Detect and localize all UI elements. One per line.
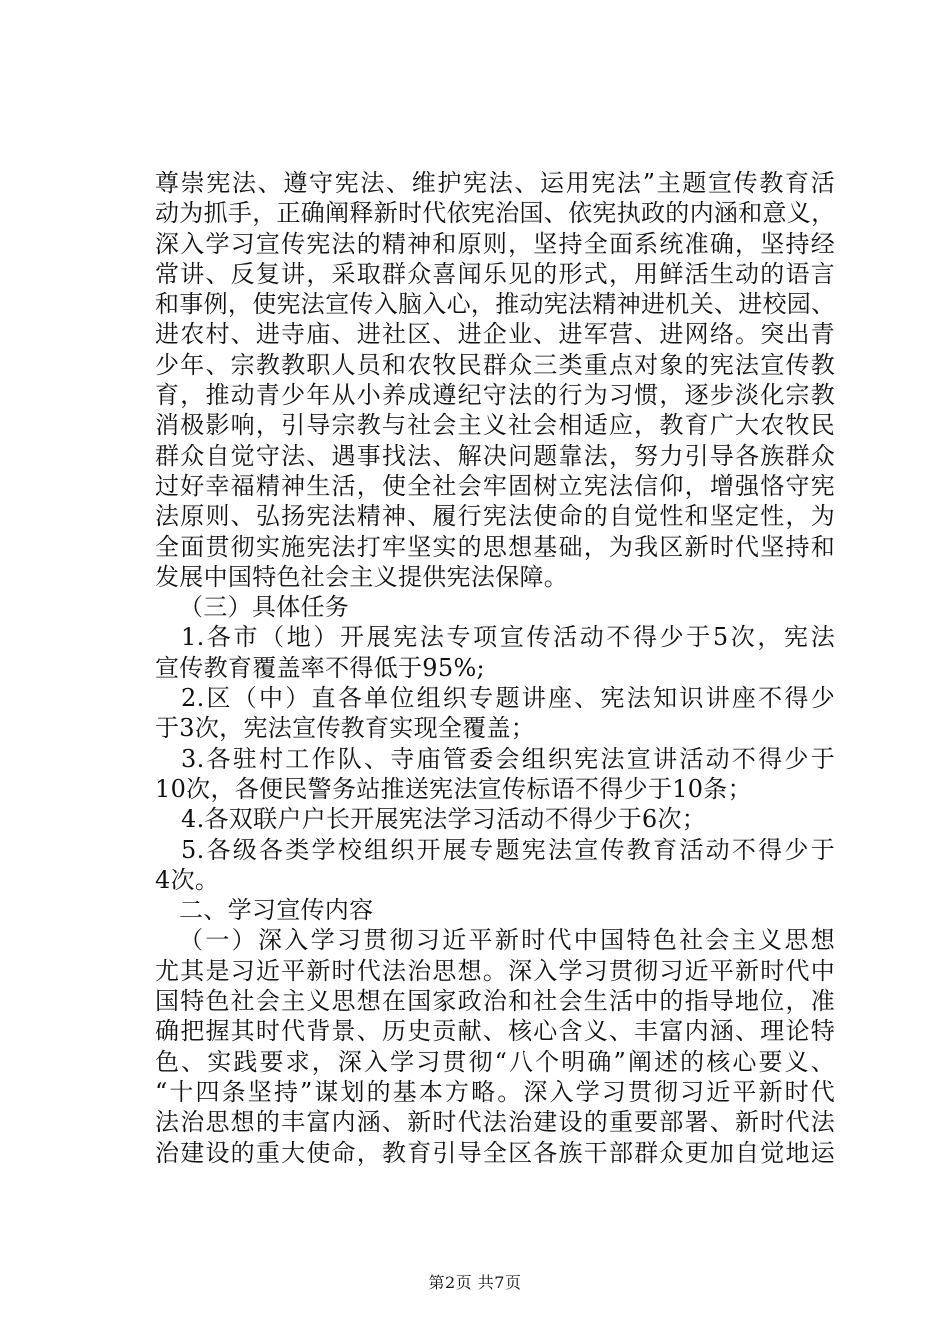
text-line: 全面贯彻实施宪法打牢坚实的思想基础，为我区新时代坚持和 <box>155 532 835 561</box>
text-line: 消极影响，引导宗教与社会主义社会相适应，教育广大农牧民 <box>155 411 835 440</box>
text-line: 育，推动青少年从小养成遵纪守法的行为习惯，逐步淡化宗教 <box>155 381 835 410</box>
text-line: 群众自觉守法、遇事找法、解决问题靠法，努力引导各族群众 <box>155 441 835 470</box>
text-line: “十四条坚持”谋划的基本方略。深入学习贯彻习近平新时代 <box>155 1077 835 1106</box>
text-line: 进农村、进寺庙、进社区、进企业、进军营、进网络。突出青 <box>155 320 835 349</box>
page-number: 第2页 共7页 <box>428 1273 522 1292</box>
section-heading: 二、学习宣传内容 <box>179 896 374 925</box>
text-line: 尊崇宪法、遵守宪法、维护宪法、运用宪法”主题宣传教育活 <box>155 169 835 197</box>
text-line: 于3次，宪法宣传教育实现全覆盖； <box>155 714 536 743</box>
text-line: 4次。 <box>155 865 220 894</box>
text-line: 治建设的重大使命，教育引导全区各族干部群众更加自觉地运 <box>155 1138 835 1167</box>
text-line: 动为抓手，正确阐释新时代依宪治国、依宪执政的内涵和意义， <box>155 199 836 228</box>
task-item: 4.各双联户户长开展宪法学习活动不得少于6次； <box>181 805 707 834</box>
text-line: 10次，各便民警务站推送宪法宣传标语不得少于10条； <box>155 774 752 803</box>
text-line: 国特色社会主义思想在国家政治和社会生活中的指导地位，准 <box>155 987 835 1016</box>
text-line: 过好幸福精神生活，使全社会牢固树立宪法信仰，增强恪守宪 <box>155 471 835 500</box>
text-line: 发展中国特色社会主义提供宪法保障。 <box>155 562 569 591</box>
text-line: 尤其是习近平新时代法治思想。深入学习贯彻习近平新时代中 <box>155 956 835 985</box>
text-line: 深入学习宣传宪法的精神和原则，坚持全面系统准确，坚持经 <box>155 229 835 258</box>
task-item: 5.各级各类学校组织开展专题宪法宣传教育活动不得少于 <box>181 835 835 864</box>
body-text <box>155 168 835 1168</box>
subsection-heading: （一）深入学习贯彻习近平新时代中国特色社会主义思想 <box>179 926 835 955</box>
text-line: 少年、宗教教职人员和农牧民群众三类重点对象的宪法宣传教 <box>155 350 835 379</box>
task-item: 1.各市（地）开展宪法专项宣传活动不得少于5次，宪法 <box>181 623 835 652</box>
text-line: 法原则、弘扬宪法精神、履行宪法使命的自觉性和坚定性，为 <box>155 502 835 531</box>
text-line: 常讲、反复讲，采取群众喜闻乐见的形式，用鲜活生动的语言 <box>155 259 835 288</box>
task-item: 2.区（中）直各单位组织专题讲座、宪法知识讲座不得少 <box>181 684 835 713</box>
text-line: 确把握其时代背景、历史贡献、核心含义、丰富内涵、理论特 <box>155 1017 835 1046</box>
text-line: 宣传教育覆盖率不得低于95%; <box>155 653 485 682</box>
text-line: 和事例，使宪法宣传入脑入心，推动宪法精神进机关、进校园、 <box>155 290 836 319</box>
task-item: 3.各驻村工作队、寺庙管委会组织宪法宣讲活动不得少于 <box>181 744 835 773</box>
section-heading: （三）具体任务 <box>179 593 350 622</box>
text-line: 法治思想的丰富内涵、新时代法治建设的重要部署、新时代法 <box>155 1108 835 1137</box>
text-line: 色、实践要求，深入学习贯彻“八个明确”阐述的核心要义、 <box>155 1047 835 1076</box>
